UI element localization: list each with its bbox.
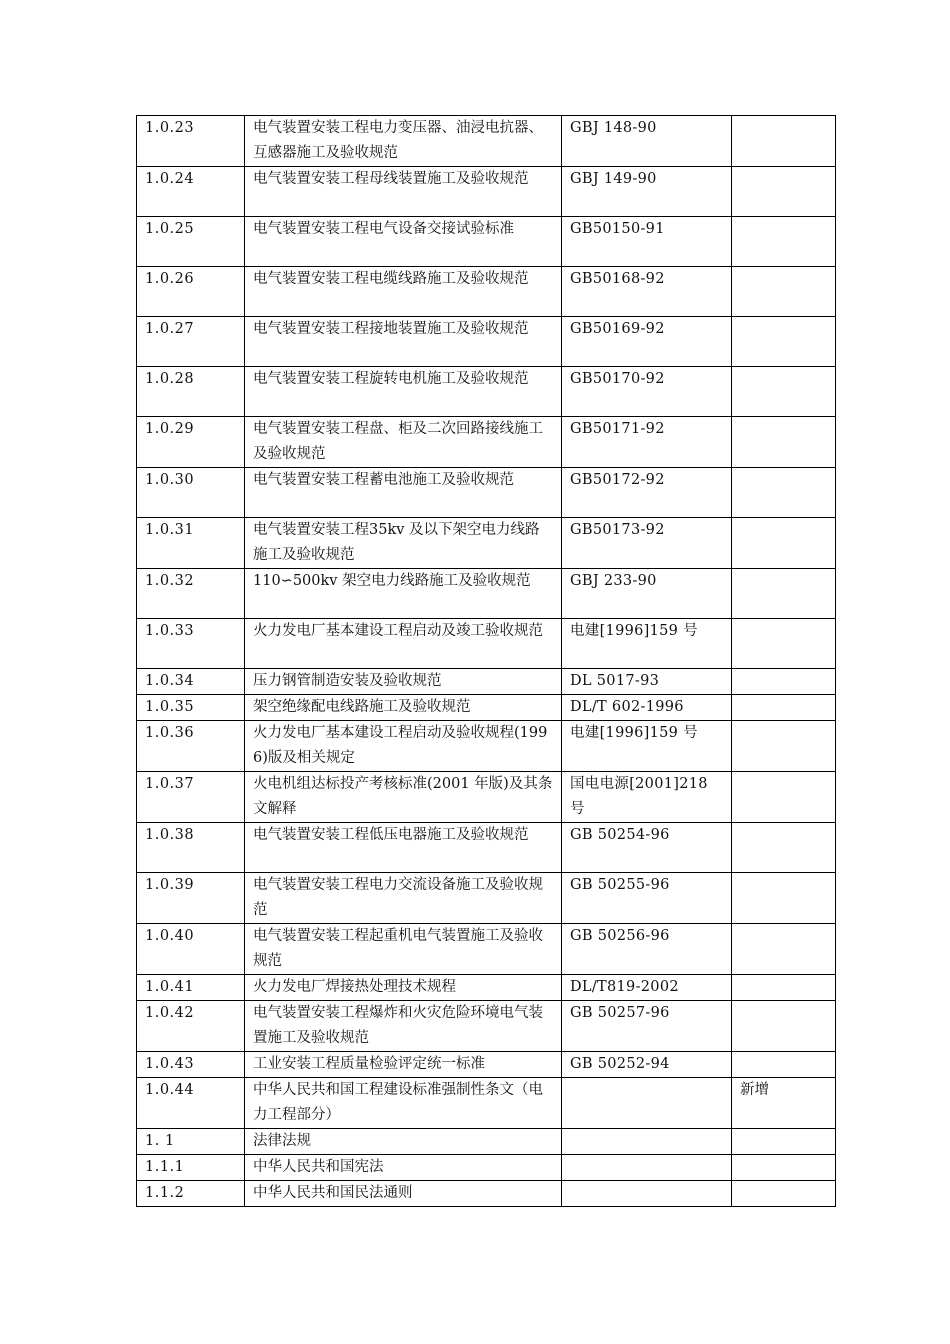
- standard-title-cell: 电气装置安装工程蓄电池施工及验收规范: [245, 468, 562, 518]
- table-row: [137, 116, 836, 167]
- standard-title-cell: 电气装置安装工程爆炸和火灾危险环境电气装置施工及验收规范: [245, 1001, 562, 1052]
- standard-title-cell: 110∽500kv 架空电力线路施工及验收规范: [245, 569, 562, 619]
- standard-code-cell: [562, 1129, 732, 1155]
- standard-title-cell: 电气装置安装工程电缆线路施工及验收规范: [245, 267, 562, 317]
- standard-title-cell: 电气装置安装工程起重机电气装置施工及验收规范: [245, 924, 562, 975]
- standard-title-cell: 电气装置安装工程接地装置施工及验收规范: [245, 317, 562, 367]
- note-cell: [732, 1181, 836, 1207]
- table-row: [137, 1129, 836, 1155]
- row-number-cell: 1.0.27: [137, 317, 245, 367]
- standard-title-cell: 火电机组达标投产考核标准(2001 年版)及其条文解释: [245, 772, 562, 823]
- row-number-cell: 1.0.31: [137, 518, 245, 569]
- note-cell: [732, 217, 836, 267]
- standards-table-body: [137, 116, 836, 1207]
- table-row: [137, 267, 836, 317]
- standard-code-cell: GBJ 233-90: [562, 569, 732, 619]
- note-cell: [732, 924, 836, 975]
- note-cell: [732, 167, 836, 217]
- standards-table: [136, 115, 836, 1207]
- row-number-cell: 1.0.44: [137, 1078, 245, 1129]
- standard-title-cell: 火力发电厂基本建设工程启动及竣工验收规范: [245, 619, 562, 669]
- standard-code-cell: GB50169-92: [562, 317, 732, 367]
- note-cell: [732, 569, 836, 619]
- standard-code-cell: [562, 1078, 732, 1129]
- note-cell: [732, 1052, 836, 1078]
- note-cell: 新增: [732, 1078, 836, 1129]
- standard-title-cell: 电气装置安装工程盘、柜及二次回路接线施工及验收规范: [245, 417, 562, 468]
- note-cell: [732, 619, 836, 669]
- table-row: [137, 1052, 836, 1078]
- standard-code-cell: 国电电源[2001]218 号: [562, 772, 732, 823]
- table-row: [137, 975, 836, 1001]
- table-row: [137, 669, 836, 695]
- note-cell: [732, 873, 836, 924]
- table-row: [137, 924, 836, 975]
- standard-code-cell: GBJ 149-90: [562, 167, 732, 217]
- standard-code-cell: DL/T819-2002: [562, 975, 732, 1001]
- standard-title-cell: 电气装置安装工程35kv 及以下架空电力线路施工及验收规范: [245, 518, 562, 569]
- row-number-cell: 1.0.30: [137, 468, 245, 518]
- standard-code-cell: GB 50257-96: [562, 1001, 732, 1052]
- table-row: [137, 873, 836, 924]
- standard-title-cell: 中华人民共和国民法通则: [245, 1181, 562, 1207]
- table-row: [137, 1155, 836, 1181]
- table-row: [137, 1181, 836, 1207]
- standard-code-cell: GB50173-92: [562, 518, 732, 569]
- row-number-cell: 1.1.1: [137, 1155, 245, 1181]
- row-number-cell: 1.0.40: [137, 924, 245, 975]
- row-number-cell: 1.0.43: [137, 1052, 245, 1078]
- standard-title-cell: 电气装置安装工程电力变压器、油浸电抗器、互感器施工及验收规范: [245, 116, 562, 167]
- table-row: [137, 468, 836, 518]
- standard-code-cell: GB50172-92: [562, 468, 732, 518]
- standard-title-cell: 电气装置安装工程电力交流设备施工及验收规范: [245, 873, 562, 924]
- note-cell: [732, 267, 836, 317]
- standard-title-cell: 电气装置安装工程母线装置施工及验收规范: [245, 167, 562, 217]
- standard-title-cell: 压力钢管制造安装及验收规范: [245, 669, 562, 695]
- row-number-cell: 1.0.37: [137, 772, 245, 823]
- row-number-cell: 1.0.38: [137, 823, 245, 873]
- note-cell: [732, 417, 836, 468]
- table-row: [137, 772, 836, 823]
- row-number-cell: 1.0.41: [137, 975, 245, 1001]
- table-row: [137, 417, 836, 468]
- table-row: [137, 619, 836, 669]
- note-cell: [732, 1155, 836, 1181]
- standard-code-cell: GB 50252-94: [562, 1052, 732, 1078]
- note-cell: [732, 695, 836, 721]
- standard-title-cell: 电气装置安装工程电气设备交接试验标准: [245, 217, 562, 267]
- standard-code-cell: GB 50254-96: [562, 823, 732, 873]
- standard-code-cell: 电建[1996]159 号: [562, 619, 732, 669]
- row-number-cell: 1.0.28: [137, 367, 245, 417]
- standard-title-cell: 中华人民共和国宪法: [245, 1155, 562, 1181]
- row-number-cell: 1.0.26: [137, 267, 245, 317]
- standard-title-cell: 架空绝缘配电线路施工及验收规范: [245, 695, 562, 721]
- row-number-cell: 1.0.29: [137, 417, 245, 468]
- table-row: [137, 721, 836, 772]
- note-cell: [732, 367, 836, 417]
- table-row: [137, 569, 836, 619]
- table-row: [137, 367, 836, 417]
- standard-code-cell: GB50168-92: [562, 267, 732, 317]
- table-row: [137, 217, 836, 267]
- table-row: [137, 167, 836, 217]
- note-cell: [732, 468, 836, 518]
- row-number-cell: 1.0.35: [137, 695, 245, 721]
- standard-title-cell: 中华人民共和国工程建设标准强制性条文（电力工程部分）: [245, 1078, 562, 1129]
- standard-title-cell: 法律法规: [245, 1129, 562, 1155]
- standard-code-cell: GB 50255-96: [562, 873, 732, 924]
- table-row: [137, 1001, 836, 1052]
- row-number-cell: 1.0.36: [137, 721, 245, 772]
- standard-title-cell: 火力发电厂焊接热处理技术规程: [245, 975, 562, 1001]
- row-number-cell: 1.0.23: [137, 116, 245, 167]
- note-cell: [732, 1129, 836, 1155]
- row-number-cell: 1.0.34: [137, 669, 245, 695]
- row-number-cell: 1.0.39: [137, 873, 245, 924]
- table-row: [137, 518, 836, 569]
- table-row: [137, 1078, 836, 1129]
- standard-code-cell: 电建[1996]159 号: [562, 721, 732, 772]
- row-number-cell: 1.0.24: [137, 167, 245, 217]
- table-row: [137, 695, 836, 721]
- note-cell: [732, 772, 836, 823]
- note-cell: [732, 975, 836, 1001]
- standard-title-cell: 火力发电厂基本建设工程启动及验收规程(1996)版及相关规定: [245, 721, 562, 772]
- note-cell: [732, 518, 836, 569]
- note-cell: [732, 669, 836, 695]
- standard-title-cell: 电气装置安装工程低压电器施工及验收规范: [245, 823, 562, 873]
- note-cell: [732, 116, 836, 167]
- row-number-cell: 1.0.42: [137, 1001, 245, 1052]
- standard-code-cell: [562, 1155, 732, 1181]
- standard-title-cell: 工业安装工程质量检验评定统一标准: [245, 1052, 562, 1078]
- row-number-cell: 1.0.33: [137, 619, 245, 669]
- table-row: [137, 823, 836, 873]
- row-number-cell: 1.0.25: [137, 217, 245, 267]
- note-cell: [732, 823, 836, 873]
- standard-code-cell: DL 5017-93: [562, 669, 732, 695]
- table-row: [137, 317, 836, 367]
- note-cell: [732, 721, 836, 772]
- note-cell: [732, 1001, 836, 1052]
- note-cell: [732, 317, 836, 367]
- standard-title-cell: 电气装置安装工程旋转电机施工及验收规范: [245, 367, 562, 417]
- row-number-cell: 1.0.32: [137, 569, 245, 619]
- standard-code-cell: GBJ 148-90: [562, 116, 732, 167]
- row-number-cell: 1.1.2: [137, 1181, 245, 1207]
- standard-code-cell: GB 50256-96: [562, 924, 732, 975]
- standard-code-cell: [562, 1181, 732, 1207]
- row-number-cell: 1. 1: [137, 1129, 245, 1155]
- standard-code-cell: DL/T 602-1996: [562, 695, 732, 721]
- standard-code-cell: GB50170-92: [562, 367, 732, 417]
- standard-code-cell: GB50171-92: [562, 417, 732, 468]
- standard-code-cell: GB50150-91: [562, 217, 732, 267]
